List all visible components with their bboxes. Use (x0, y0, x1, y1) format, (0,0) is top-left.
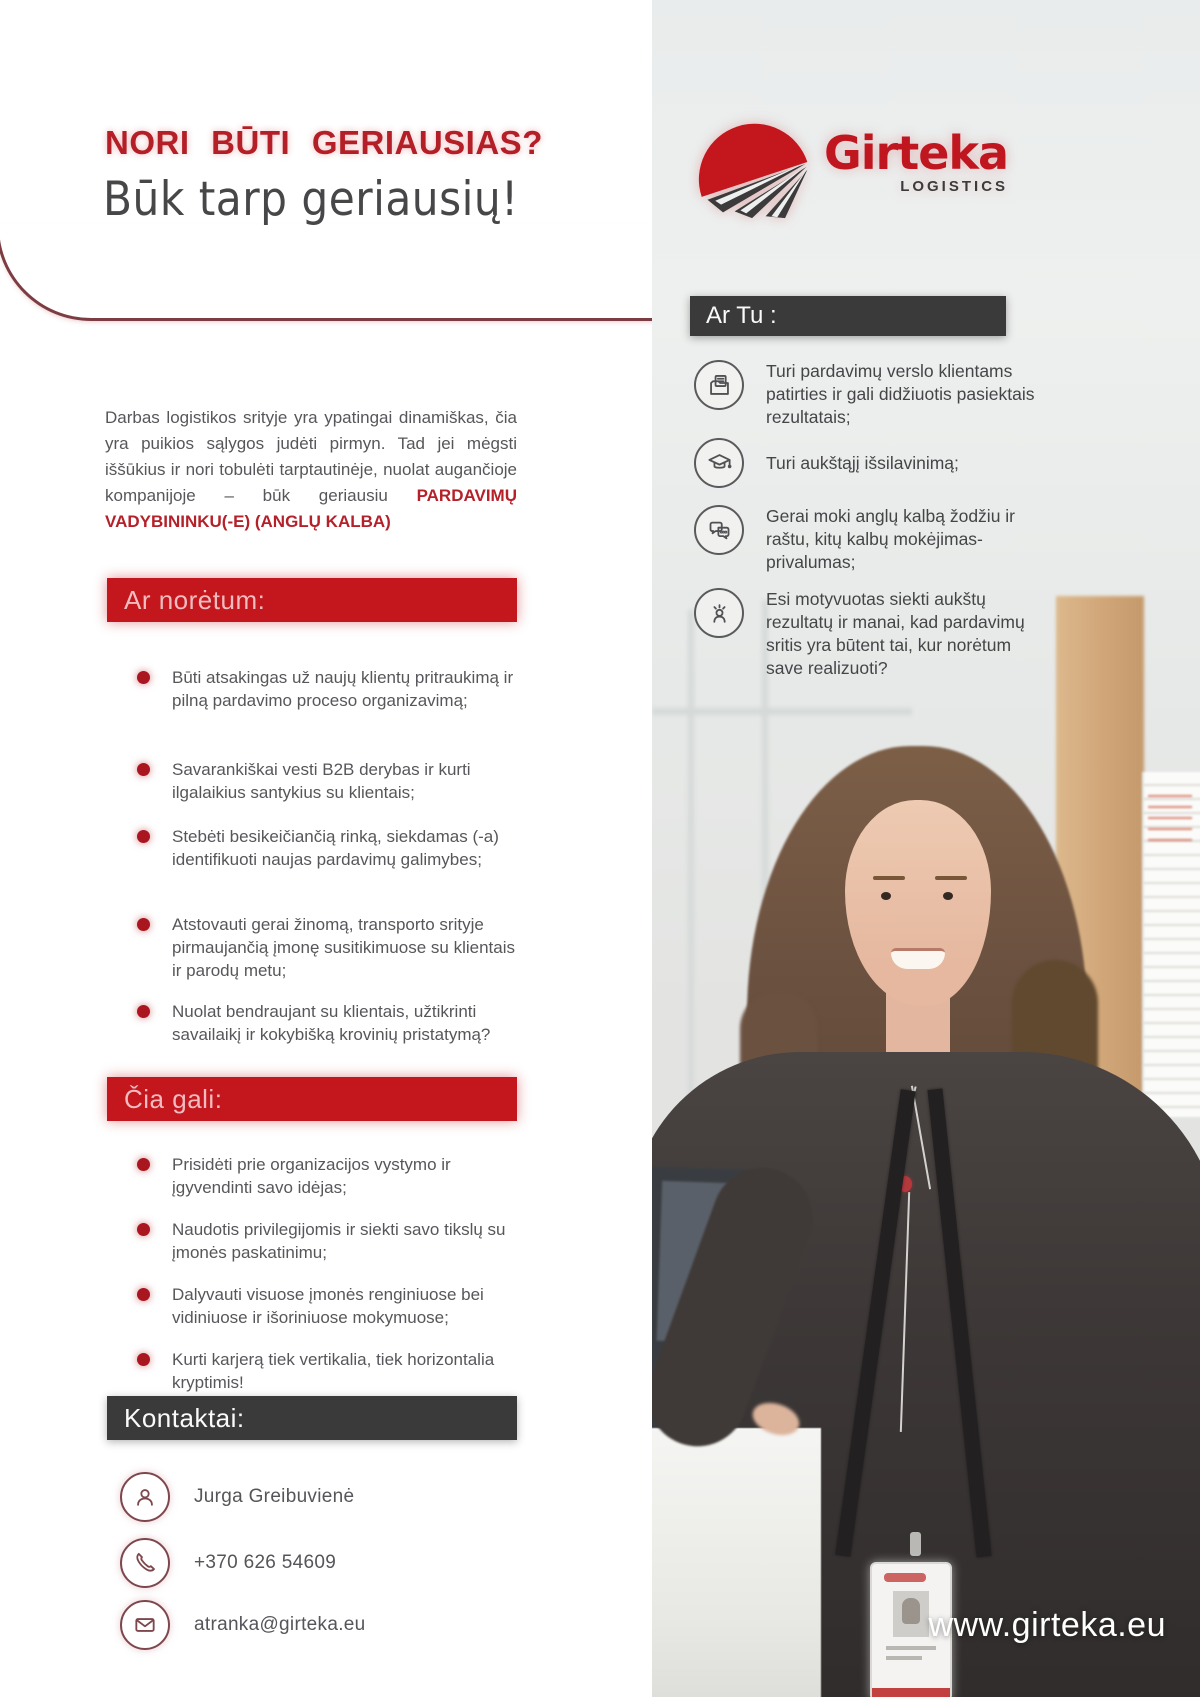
documents-icon (694, 360, 744, 410)
requirement-item (694, 360, 1052, 429)
girteka-logo-mark (692, 102, 818, 220)
intro-language-highlight: (ANGLŲ KALBA) (254, 512, 391, 531)
motivated-person-icon (694, 588, 744, 638)
list-item (107, 758, 524, 804)
list-item-text: Atstovauti gerai žinomą, transporto srityje pirmaujančią įmonę susitikimuose su klientais ir parodų metu; (172, 915, 515, 980)
badge-text-line (886, 1656, 922, 1660)
badge-red-stripe (872, 1688, 950, 1697)
requirement-item (694, 505, 1052, 574)
requirement-text: Gerai moki anglų kalbą žodžiu ir raštu, kitų kalbų mokėjimas- privalumas; (766, 506, 1016, 572)
list-item (107, 913, 524, 982)
office-photo (652, 0, 1200, 1697)
section-header-cia-gali: Čia gali: (107, 1077, 517, 1121)
contact-phone[interactable]: +370 626 54609 (194, 1552, 337, 1573)
intro-text: Darbas logistikos srityje yra ypatingai dinamiškas, čia yra puikios sąlygos judėti pirmyn. Tad jei mėgsti iššūkius ir nori tobulėti tarptautinėje, nuolat augančioje kompanijoje – būk geriausiu (105, 408, 517, 505)
contact-name: Jurga Greibuvienė (194, 1486, 355, 1507)
white-desk (652, 1428, 821, 1697)
list-item-text: Kurti karjerą tiek vertikalia, tiek horizontalia kryptimis! (172, 1350, 495, 1392)
requirement-text: Esi motyvuotas siekti aukštų rezultatų ir manai, kad pardavimų sritis yra būtent tai, kur norėtum save realizuoti? (766, 589, 1025, 678)
list-item-text: Būti atsakingas už naujų klientų pritraukimą ir pilną pardavimo proceso organizavimą; (172, 668, 514, 710)
eyebrow (935, 876, 967, 880)
bullet-dot-icon (137, 1223, 150, 1236)
requirement-item (694, 588, 1052, 680)
bullet-dot-icon (137, 830, 150, 843)
contact-email-row[interactable] (120, 1600, 366, 1650)
eyebrow (873, 876, 905, 880)
girteka-logo (692, 102, 1008, 220)
envelope-icon (120, 1600, 170, 1650)
section-header-ar-tu: Ar Tu : (690, 296, 1006, 336)
bullet-dot-icon (137, 671, 150, 684)
list-item (107, 1218, 524, 1264)
list-item-text: Prisidėti prie organizacijos vystymo ir įgyvendinti savo idėjas; (172, 1155, 451, 1197)
bullet-dot-icon (137, 1353, 150, 1366)
requirement-item (694, 438, 1052, 488)
list-item-text: Dalyvauti visuose įmonės renginiuose bei vidiniuose ir išoriniuose mokymuose; (172, 1285, 484, 1327)
eye (881, 892, 891, 900)
logo-brand-text: Girteka (824, 126, 1009, 180)
headline-secondary: Būk tarp geriausių! (103, 172, 519, 227)
section-header-ar-noretum: Ar norėtum: (107, 578, 517, 622)
list-item-text: Naudotis privilegijomis ir siekti savo tikslų su įmonės paskatinimu; (172, 1220, 506, 1262)
contact-name-row (120, 1472, 354, 1522)
list-item-text: Nuolat bendraujant su klientais, užtikrinti savailaikį ir kokybišką krovinių pristatymą? (172, 1002, 491, 1044)
decorative-curve-line (0, 224, 659, 321)
requirement-text: Turi pardavimų verslo klientams patirties ir gali didžiuotis pasiektais rezultatais; (766, 361, 1035, 427)
list-item-text: Stebėti besikeičiančią rinką, siekdamas (-a) identifikuoti naujas pardavimų galimybes; (172, 827, 499, 869)
smile (891, 948, 945, 969)
list-item (107, 1283, 524, 1329)
badge-photo (893, 1591, 929, 1637)
headline-primary: NORI BŪTI GERIAUSIAS? (105, 124, 543, 161)
person-icon (120, 1472, 170, 1522)
list-item (107, 1153, 524, 1199)
eye (943, 892, 953, 900)
contact-email[interactable]: atranka@girteka.eu (194, 1614, 366, 1635)
list-item (107, 666, 524, 712)
badge-text-line (886, 1646, 936, 1650)
bullet-dot-icon (137, 1158, 150, 1171)
bullet-dot-icon (137, 763, 150, 776)
window-frame-line (688, 610, 694, 1110)
list-item-text: Savarankiškai vesti B2B derybas ir kurti ilgalaikius santykius su klientais; (172, 760, 471, 802)
bullet-dot-icon (137, 918, 150, 931)
phone-icon (120, 1538, 170, 1588)
badge-logo-mark (884, 1573, 926, 1582)
list-item (107, 1000, 524, 1046)
window-frame-line (652, 708, 912, 715)
website-url[interactable]: www.girteka.eu (928, 1606, 1166, 1644)
intro-position-highlight: PARDAVIMŲ VADYBININKU(-E) (105, 486, 517, 531)
contact-phone-row[interactable] (120, 1538, 336, 1588)
bullet-dot-icon (137, 1288, 150, 1301)
whiteboard-notes (1148, 786, 1192, 846)
intro-paragraph (105, 405, 517, 535)
list-item (107, 825, 524, 871)
graduation-cap-icon (694, 438, 744, 488)
logo-sub-text: LOGISTICS (900, 178, 1009, 195)
bullet-dot-icon (137, 1005, 150, 1018)
list-item (107, 1348, 524, 1394)
section-header-kontaktai: Kontaktai: (107, 1396, 517, 1440)
chat-bubbles-icon (694, 505, 744, 555)
requirement-text: Turi aukštąjį išsilavinimą; (766, 452, 959, 473)
lanyard-clasp (910, 1532, 921, 1556)
